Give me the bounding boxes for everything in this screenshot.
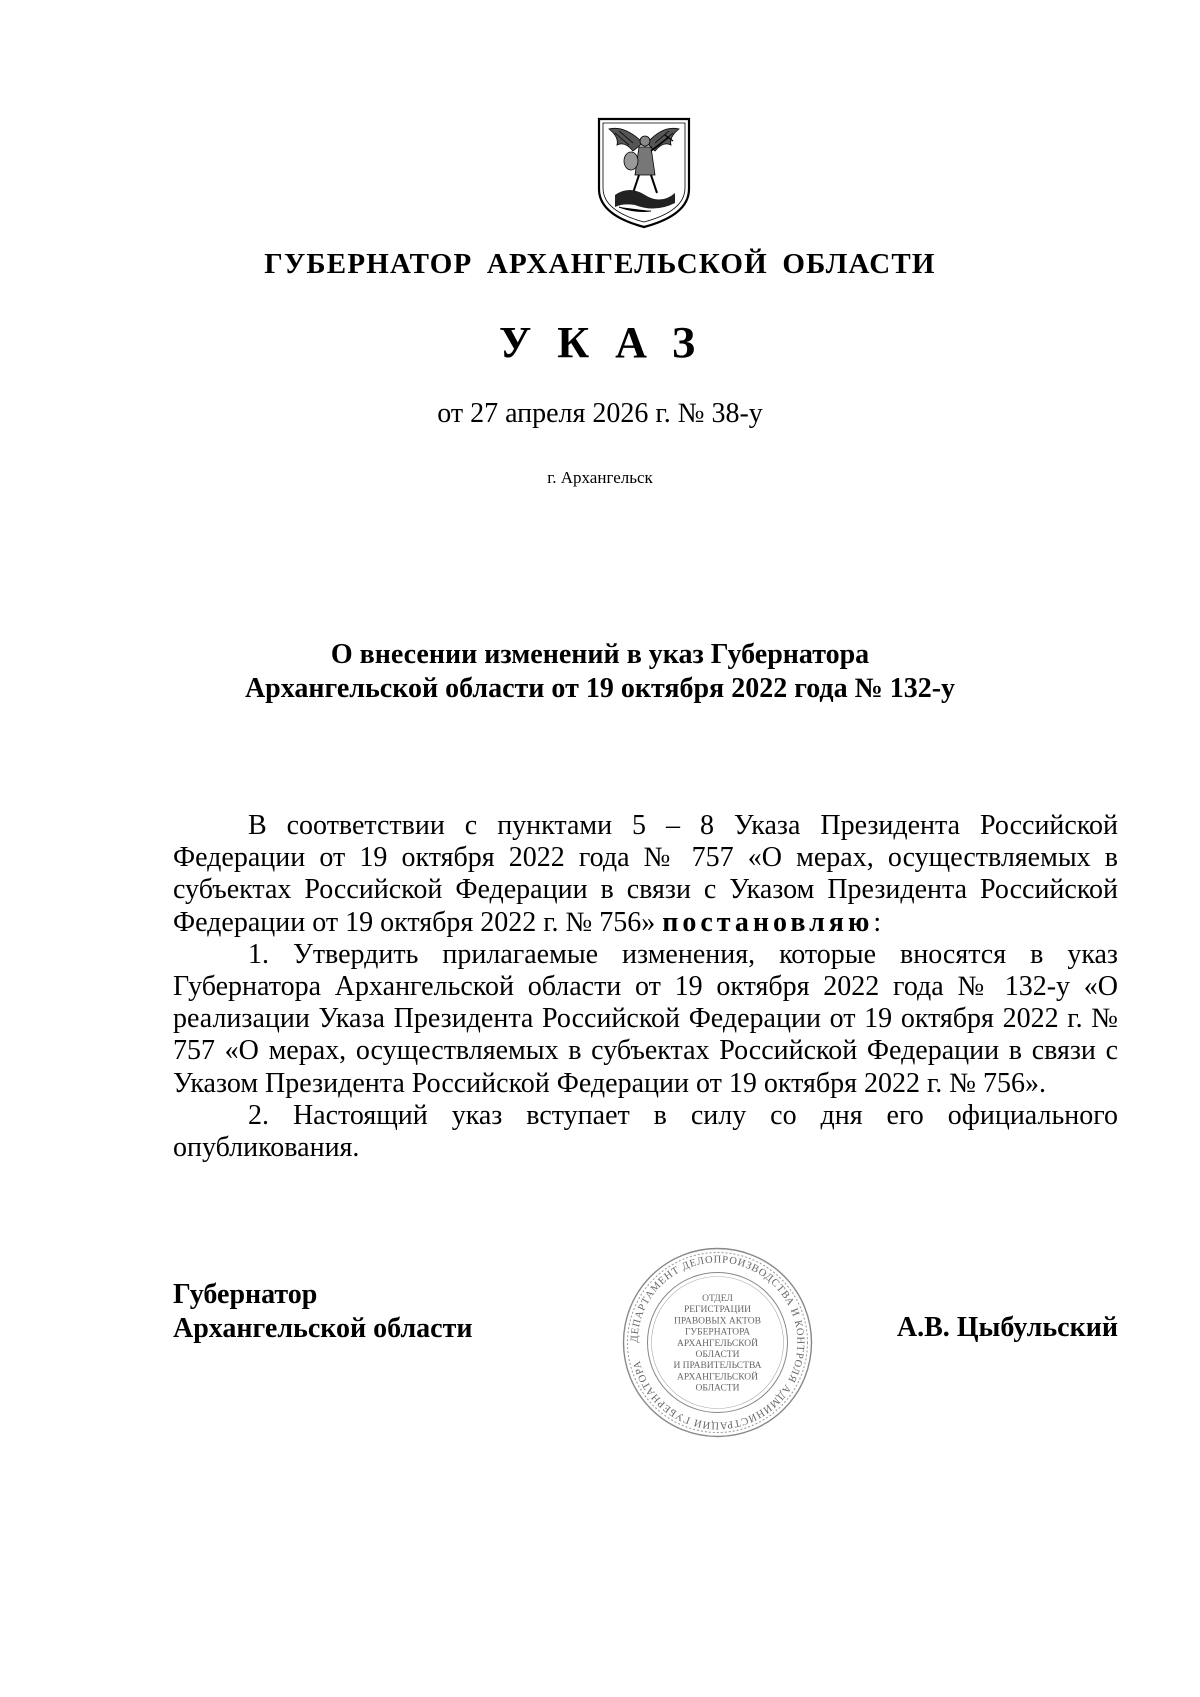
document-title-line-2: Архангельской области от 19 октября 2022 года № 132-у [244, 673, 956, 704]
seal-inner-line: ПРАВОВЫХ АКТОВ [674, 1316, 761, 1327]
seal-inner-line: АРХАНГЕЛЬСКОЙ [676, 1338, 759, 1349]
official-seal-icon [620, 1245, 815, 1440]
seal-inner-line: РЕГИСТРАЦИИ [683, 1305, 752, 1316]
signatory-position [173, 1278, 473, 1346]
seal-inner-line: ГУБЕРНАТОРА [684, 1327, 751, 1338]
seal-inner-line: АРХАНГЕЛЬСКОЙ [676, 1372, 759, 1383]
coat-of-arms-icon [595, 115, 693, 231]
decree-keyword: постановляю [662, 906, 874, 938]
clause-2: 2. Настоящий указ вступает в силу со дня его официального опубликования. [173, 1099, 1118, 1164]
clause-1: 1. Утвердить прилагаемые изменения, которые вносятся в указ Губернатора Архангельской области от 19 октября 2022 года № 132-у «О реализации Указа Президента Российской Федерации от 19 октября 2022 г. № 757 «О мерах, осуществляемых в субъектах Российской Федерации в связи с Указом Президента Российской Федерации от 19 октября 2022 г. № 756». [173, 938, 1118, 1099]
seal-outer-text: ДЕПАРТАМЕНТ ДЕЛОПРОИЗВОДСТВА И КОНТРОЛЯ АДМИНИСТРАЦИИ ГУБЕРНАТОРА [629, 1254, 806, 1431]
preamble-end: : [873, 906, 882, 938]
issuing-authority: ГУБЕРНАТОР АРХАНГЕЛЬСКОЙ ОБЛАСТИ [264, 248, 936, 280]
preamble-text: В соответствии с пунктами 5 – 8 Указа Президента Российской Федерации от 19 октября 2022 года № 757 «О мерах, осуществляемых в субъектах Российской Федерации в связи с Указом Президента Российской Федерации от 19 октября 2022 г. № 756» [173, 810, 1118, 938]
document-title-line-1: О внесении изменений в указ Губернатора [330, 639, 870, 670]
signatory-position-line-2: Архангельской области [173, 1313, 473, 1344]
document-title [150, 638, 1050, 706]
document-city: г. Архангельск [547, 468, 653, 487]
seal-inner-line: И ПРАВИТЕЛЬСТВА [673, 1361, 762, 1372]
signatory-position-line-1: Губернатор [173, 1279, 318, 1310]
preamble-paragraph [173, 810, 1118, 939]
signatory-name: А.В. Цыбульский [896, 1312, 1118, 1343]
document-date-number: от 27 апреля 2026 г. № 38-у [437, 398, 763, 429]
seal-inner-line: ОБЛАСТИ [695, 1383, 740, 1394]
document-body [173, 810, 1118, 1164]
document-type: УКАЗ [498, 318, 722, 367]
seal-inner-line: ОТДЕЛ [702, 1294, 733, 1304]
seal-inner-line: ОБЛАСТИ [695, 1350, 740, 1360]
